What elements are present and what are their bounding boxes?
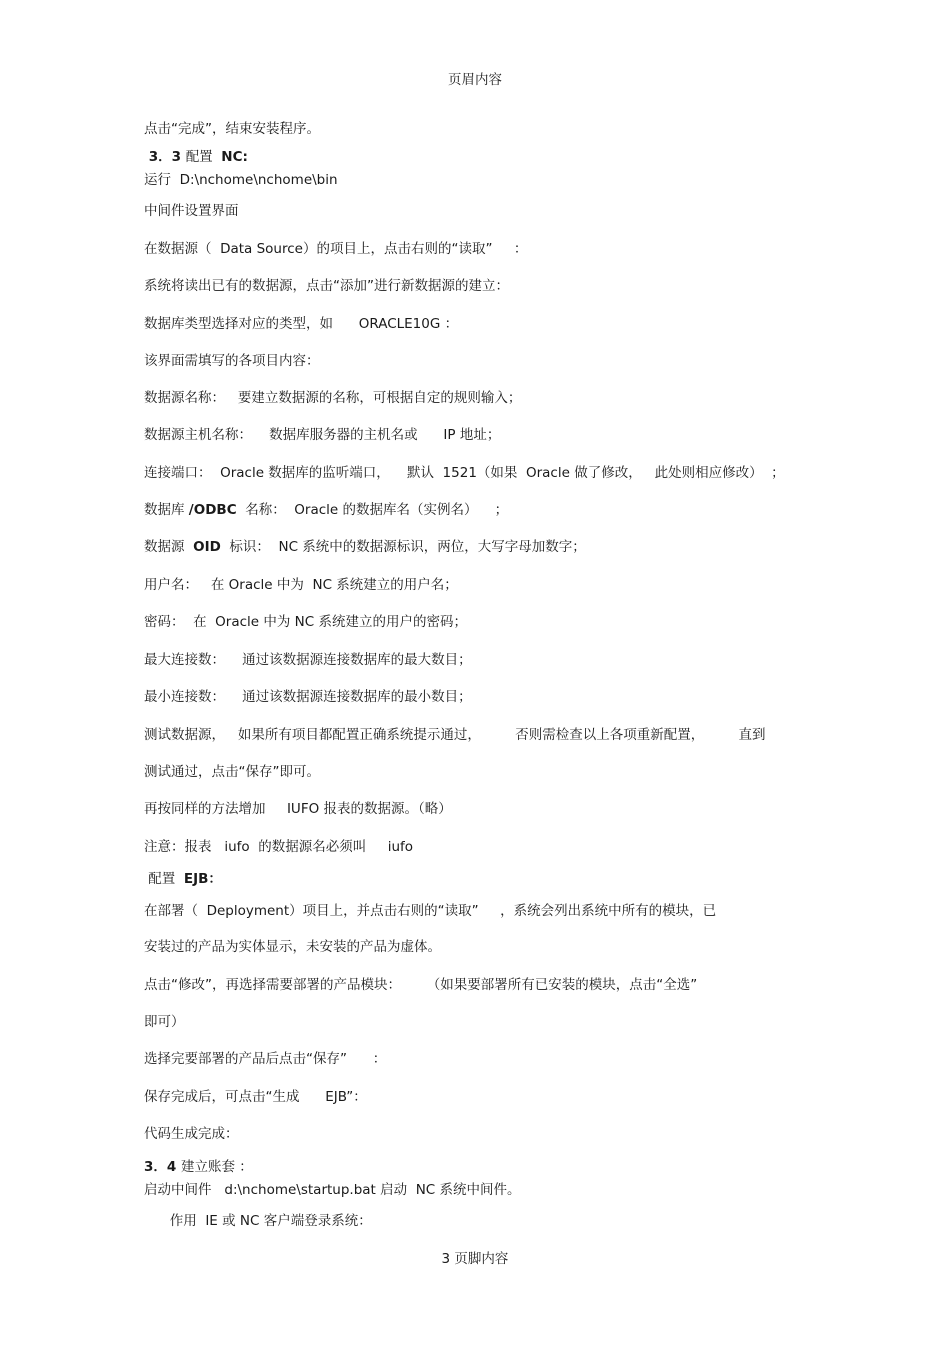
text-segment: 作用 IE 或 NC 客户端登录系统： [144,1213,372,1229]
text-line [144,975,697,995]
text-segment: 启动中间件 d:\nchome\startup.bat 启动 NC 系统中间件。 [144,1182,521,1198]
text-line [144,314,458,334]
text-segment: 该界面需填写的各项目内容： [144,353,320,369]
text-segment: 数据库类型选择对应的类型，如 ORACLE10G ： [144,316,459,332]
text-segment: 即可） [144,1014,185,1030]
bold-text: /ODBC [188,502,237,518]
text-line [144,351,320,371]
bold-text: 3．4 [144,1159,181,1175]
text-line [144,837,413,857]
text-line [144,1049,386,1069]
text-segment: 密码： 在 Oracle 中为 NC 系统建立的用户的密码； [144,614,467,630]
text-segment: 用户名： 在 Oracle 中为 NC 系统建立的用户名； [144,577,458,593]
text-segment: 数据源主机名称： 数据库服务器的主机名或 IP 地址； [144,427,501,443]
text-segment: 运行 D:\nchome\nchome\bin [144,172,338,188]
text-line [144,147,248,167]
text-line [144,276,509,296]
bold-text: 3．3 [144,149,186,165]
text-segment: 测试数据源， 如果所有项目都配置正确系统提示通过， 否则需检查以上各项重新配置， 直到 [144,727,766,743]
text-segment: 在部署（ Deployment）项目上，并点击右则的“读取” ，系统会列出系统中所有的模块，已 [144,903,717,919]
text-segment: 代码生成完成： [144,1126,239,1142]
text-line [144,537,586,557]
bold-text: EJB： [183,871,222,887]
text-line [144,612,467,632]
text-segment: 配置 [185,149,222,165]
text-line [144,1012,185,1032]
page-header: 页眉内容 [448,72,502,88]
text-segment: 安装过的产品为实体显示，未安装的产品为虚体。 [144,939,441,955]
text-line [144,201,239,221]
text-line [144,575,458,595]
text-segment: 保存完成后，可点击“生成 EJB”： [144,1089,367,1105]
text-segment: 点击“修改”，再选择需要部署的产品模块： （如果要部署所有已安装的模块，点击“全选” [144,977,698,993]
text-segment: 建立账套 ： [181,1159,253,1175]
text-segment: 数据源 [144,539,194,555]
text-segment: 系统将读出已有的数据源，点击“添加”进行新数据源的建立： [144,278,509,294]
text-segment: 在数据源（ Data Source）的项目上，点击右则的“读取” ： [144,241,528,257]
text-line [144,1211,372,1231]
text-segment: 点击“完成”，结束安装程序。 [144,121,320,137]
text-line [144,725,766,745]
text-segment: 最小连接数： 通过该数据源连接数据库的最小数目； [144,689,472,705]
text-line [144,425,500,445]
bold-text: NC: [221,149,248,165]
text-segment: 连接端口： Oracle 数据库的监听端口， 默认 1521（如果 Oracle 做了修改， 此处则相应修改） ； [144,465,785,481]
text-line [144,239,527,259]
text-segment: 配置 [144,871,184,887]
text-segment: 数据源名称： 要建立数据源的名称，可根据自定的规则输入； [144,390,522,406]
text-segment: 数据库 [144,502,189,518]
text-line [144,119,320,139]
text-line [144,1180,521,1200]
text-segment: 中间件设置界面 [144,203,239,219]
text-segment: 选择完要部署的产品后点击“保存” ： [144,1051,387,1067]
text-segment: 注意：报表 iufo 的数据源名必须叫 iufo [144,839,414,855]
text-line [144,687,472,707]
bold-text: OID [193,539,221,555]
text-line [144,1157,253,1177]
text-line [144,463,785,483]
text-segment: 最大连接数： 通过该数据源连接数据库的最大数目； [144,652,472,668]
text-line [144,762,320,782]
text-line [144,170,338,190]
text-segment: 再按同样的方法增加 IUFO 报表的数据源。（略） [144,801,452,817]
text-line [144,937,441,957]
page-footer: 3 页脚内容 [441,1251,509,1267]
text-segment: 名称： Oracle 的数据库名（实例名） ； [236,502,509,518]
text-segment: 标识： NC 系统中的数据源标识，两位，大写字母加数字； [220,539,586,555]
text-segment: 测试通过，点击“保存”即可。 [144,764,320,780]
text-line [144,799,452,819]
text-line [144,869,222,889]
text-line [144,500,508,520]
text-line [144,1087,367,1107]
text-line [144,650,472,670]
text-line [144,1124,239,1144]
text-line [144,901,716,921]
text-line [144,388,521,408]
